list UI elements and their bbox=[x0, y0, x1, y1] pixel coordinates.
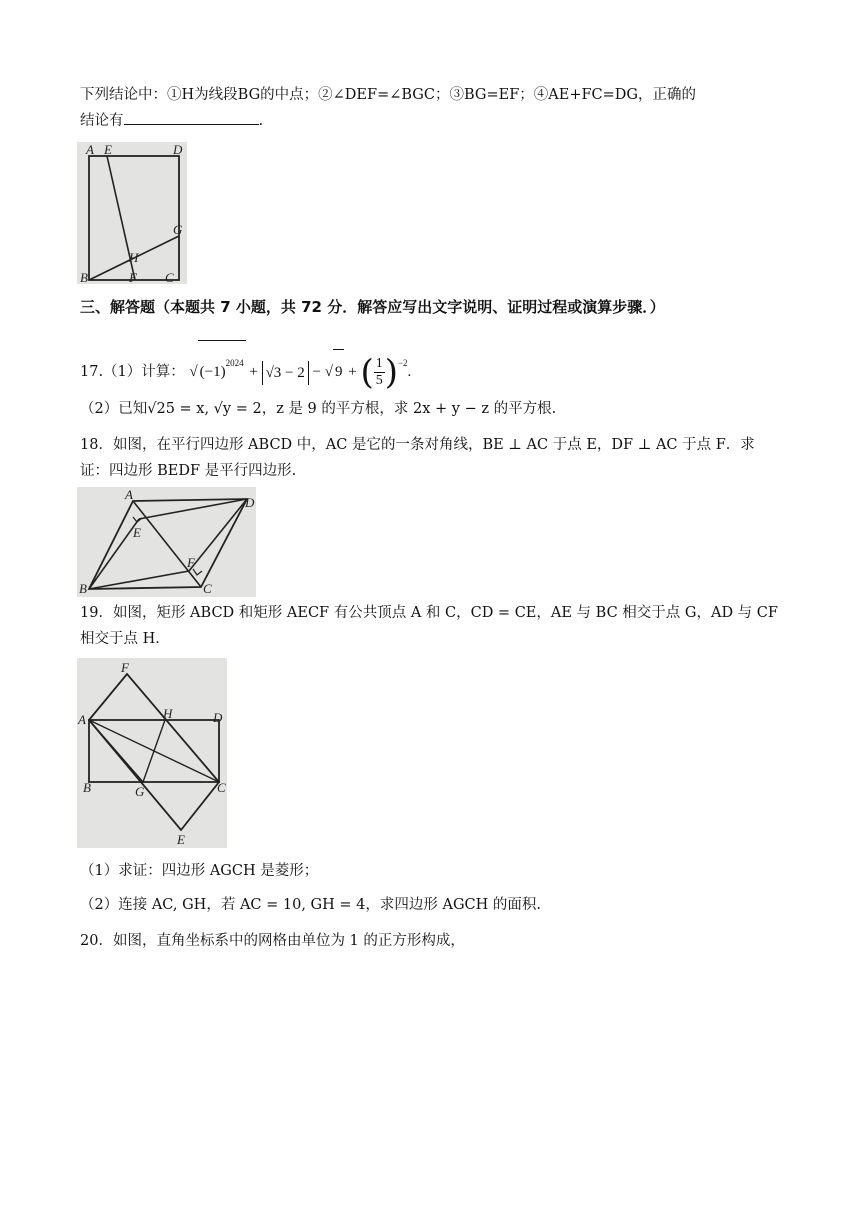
fig19-label-f: F bbox=[121, 660, 129, 675]
fig18-label-f: F bbox=[187, 555, 195, 570]
fig18-label-b: B bbox=[79, 581, 87, 596]
q16-line2-pre: 结论有 bbox=[80, 113, 124, 129]
section-3-title: 三、解答题（本题共 7 小题，共 72 分．解答应写出文字说明、证明过程或演算步骤．） bbox=[80, 298, 665, 316]
q17-part1-label: 17.（1）计算： bbox=[80, 364, 185, 380]
q17-expression: √ $(-1)^{2024} + √3 - 2$ − √ 9 + ( $\frac{1}{5}$ )$^{-2}$. bbox=[189, 364, 411, 380]
q20-line1: 20．如图，直角坐标系中的网格由单位为 1 的正方形构成， bbox=[80, 933, 465, 949]
fig19-label-e: E bbox=[177, 832, 185, 847]
fig19-label-d: D bbox=[213, 710, 223, 725]
fig19-label-c: C bbox=[217, 780, 226, 795]
q17-part2: （2）已知√25 = x, √y = 2，z 是 9 的平方根，求 2x + y − z 的平方根. bbox=[80, 401, 557, 417]
fig18-label-e: E bbox=[133, 525, 141, 540]
q18-line2: 证：四边形 BEDF 是平行四边形. bbox=[80, 463, 297, 479]
fig16-label-d: D bbox=[173, 142, 183, 157]
fig19-label-a: A bbox=[78, 712, 86, 727]
fig16-label-g: G bbox=[173, 222, 183, 237]
figure-18 bbox=[77, 487, 256, 597]
q19-line2: 相交于点 H． bbox=[80, 631, 170, 647]
fig16-label-f: F bbox=[129, 270, 137, 284]
fig19-label-g: G bbox=[135, 784, 145, 799]
q17-part1 bbox=[80, 340, 412, 393]
answer-blank[interactable] bbox=[124, 110, 259, 125]
fig18-label-a: A bbox=[125, 487, 133, 502]
fig16-label-b: B bbox=[80, 270, 88, 284]
fig16-label-c: C bbox=[165, 270, 174, 284]
fig18-label-c: C bbox=[203, 581, 212, 596]
figure-19 bbox=[77, 658, 227, 848]
q19-part1: （1）求证：四边形 AGCH 是菱形； bbox=[80, 863, 319, 879]
fig16-label-h: H bbox=[129, 250, 139, 265]
fig16-label-e: E bbox=[104, 142, 112, 157]
fig19-label-h: H bbox=[163, 706, 173, 721]
q16-line2-post: . bbox=[258, 113, 264, 129]
figure-16 bbox=[77, 142, 187, 284]
fig19-label-b: B bbox=[83, 780, 91, 795]
fig18-label-d: D bbox=[245, 495, 255, 510]
q18-line1: 18．如图，在平行四边形 ABCD 中，AC 是它的一条对角线，BE ⊥ AC 于点 E，DF ⊥ AC 于点 F．求 bbox=[80, 437, 755, 453]
q16-line1: 下列结论中：①H为线段BG的中点；②∠DEF=∠BGC；③BG=EF；④AE+FC=DG，正确的 bbox=[80, 87, 696, 103]
fig16-label-a: A bbox=[86, 142, 94, 157]
q16-line2 bbox=[80, 110, 263, 132]
q19-part2: （2）连接 AC, GH，若 AC = 10, GH = 4，求四边形 AGCH 的面积. bbox=[80, 897, 541, 913]
q19-line1: 19．如图，矩形 ABCD 和矩形 AECF 有公共顶点 A 和 C，CD = CE，AE 与 BC 相交于点 G，AD 与 CF bbox=[80, 605, 778, 621]
